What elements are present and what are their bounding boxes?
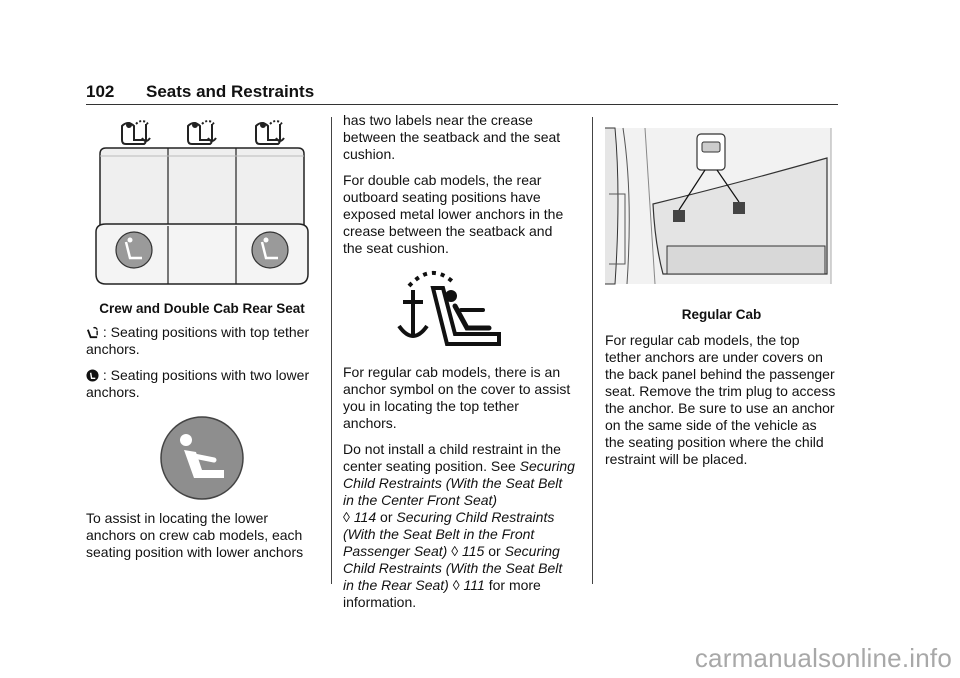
top-tether-symbol-icon [86, 326, 99, 339]
page-header [86, 80, 838, 105]
col2-para-1: has two labels near the crease between the seatback and the seat cushion. [343, 112, 561, 162]
rear-seat-illustration [86, 112, 318, 300]
cross-ref-link[interactable]: Securing Child Restraints (With the Seat Belt in the Center Front Seat) [343, 458, 575, 508]
page-ref[interactable]: 115 [462, 543, 485, 559]
col2-para-3: For regular cab models, there is an anchor symbol on the cover to assist you in locating the top tether anchors. [343, 364, 571, 431]
col1-para: To assist in locating the lower anchors on crew cab models, each seating position with lower anchors [86, 510, 304, 560]
lower-anchor-symbol-icon [86, 369, 99, 382]
figure-caption: Regular Cab [681, 307, 762, 322]
cross-ref-link[interactable]: Securing Child Restraints (With the Seat Belt in the Front Passenger Seat) [343, 509, 555, 559]
page-ref[interactable]: 114 [353, 509, 377, 525]
page-ref-icon: ◊ [451, 543, 462, 559]
legend-lower-anchors: : Seating positions with two lower anchors. [86, 367, 310, 400]
col2-para-2: For double cab models, the rear outboard seating positions have exposed metal lower anchors in the crease between the seatback and the seat cushion. [343, 172, 564, 256]
watermark: carmanualsonline.info [694, 643, 952, 673]
col2-para-4: Do not install a child restraint in the center seating position. See Securing Child Restraints (With the Seat Belt in the Center Front Seat) ◊ 114 or Securing Child Restraints (With the Seat Belt in the Front Passenger Seat) ◊ 115 or Securing Child Restraints (With the Seat Belt in the Rear Seat) ◊ 111 for more information. [343, 441, 575, 610]
page-ref[interactable]: 111 [463, 577, 485, 593]
lower-anchor-label-icon [86, 410, 318, 510]
column-3 [605, 112, 838, 477]
tether-seat-icon [188, 121, 216, 144]
column-2 [343, 112, 575, 620]
lower-anchor-badge [116, 232, 152, 268]
tether-anchor-symbol-icon [343, 266, 575, 358]
regular-cab-illustration [605, 114, 838, 294]
column-1 [86, 112, 318, 570]
column-divider [592, 117, 593, 584]
figure-caption: Crew and Double Cab Rear Seat [99, 301, 305, 316]
cross-ref-link[interactable]: Securing Child Restraints (With the Seat Belt in the Rear Seat) [343, 543, 563, 593]
section-title: Seats and Restraints [146, 82, 315, 101]
page-number: 102 [86, 82, 115, 101]
legend-top-tether: : Seating positions with top tether anchors. [86, 324, 310, 357]
column-divider [331, 117, 332, 584]
tether-seat-icon [122, 121, 150, 144]
col3-para-1: For regular cab models, the top tether anchors are under covers on the back panel behind the passenger seat. Remove the trim plug to access the anchor. Be sure to use an anchor on the same side of the vehicle as the seating position where the child restraint will be placed. [605, 332, 836, 467]
lower-anchor-badge [252, 232, 288, 268]
page-ref-icon: ◊ [343, 509, 354, 525]
tether-seat-icon [256, 121, 284, 144]
page-ref-icon: ◊ [452, 577, 464, 593]
